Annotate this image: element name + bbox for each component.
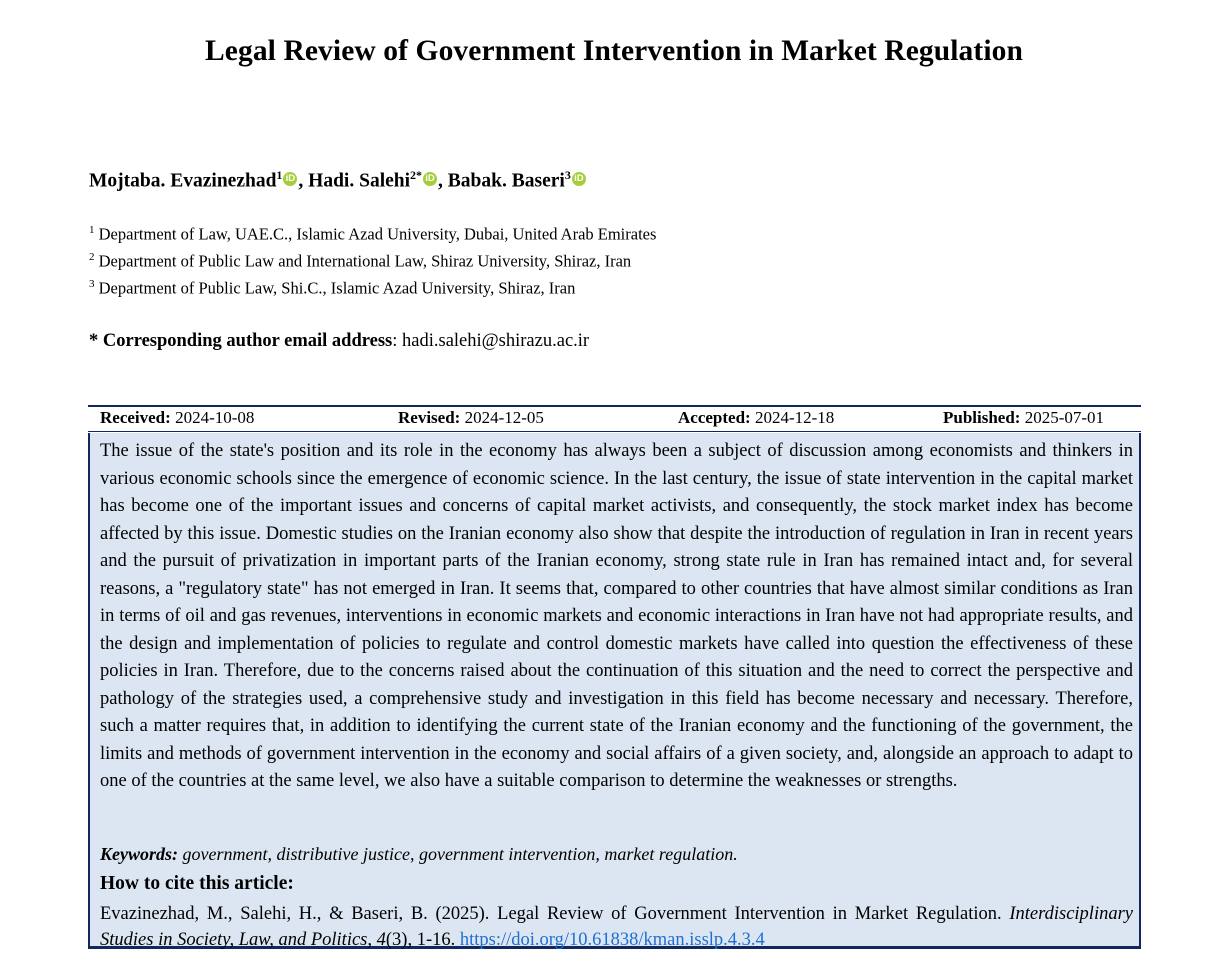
- affiliation-item: [89, 246, 656, 273]
- affiliation-item: [89, 273, 656, 300]
- orcid-icon[interactable]: [423, 172, 437, 186]
- orcid-icon[interactable]: [572, 172, 586, 186]
- keywords: [100, 844, 1133, 865]
- author-3-name: Babak. Baseri: [447, 170, 565, 192]
- date-published-value: 2025-07-01: [1020, 408, 1105, 427]
- date-revised-label: Revised:: [398, 408, 461, 427]
- author-1-name: Mojtaba. Evazinezhad: [89, 170, 277, 192]
- date-accepted-value: 2024-12-18: [750, 408, 835, 427]
- affiliation-text: Department of Public Law and International Law, Shiraz University, Shiraz, Iran: [94, 251, 632, 271]
- date-revised-value: 2024-12-05: [460, 408, 544, 427]
- affiliation-list: [89, 219, 656, 300]
- citation-doi-link[interactable]: https://doi.org/10.61838/kman.isslp.4.3.4: [459, 930, 765, 950]
- date-accepted-label: Accepted:: [678, 408, 751, 427]
- affiliation-text: Department of Public Law, Shi.C., Islamic Azad University, Shiraz, Iran: [94, 278, 576, 298]
- author-3-affiliation-marker: 3: [564, 168, 571, 182]
- how-to-cite-heading: How to cite this article:: [100, 873, 294, 894]
- citation-part-1: Evazinezhad, M., Salehi, H., & Baseri, B. (2025). Legal Review of Government Intervention in Market Regulation.: [100, 904, 1010, 924]
- date-received-label: Received:: [100, 408, 171, 427]
- date-published: [943, 408, 1104, 428]
- corresponding-author-email[interactable]: : hadi.salehi@shirazu.ac.ir: [392, 331, 590, 351]
- keywords-label: Keywords:: [100, 844, 178, 864]
- affiliation-marker: 2: [89, 251, 95, 263]
- author-2-affiliation-marker: 2*: [410, 168, 423, 182]
- abstract-box: [88, 433, 1141, 949]
- publication-dates: [88, 408, 1141, 430]
- author-list: [89, 168, 587, 193]
- divider-top: [88, 405, 1141, 407]
- orcid-icon[interactable]: [283, 172, 297, 186]
- author-separator-1: ,: [298, 170, 309, 192]
- author-1-affiliation-marker: 1: [276, 168, 283, 182]
- date-received: [100, 408, 254, 428]
- divider-mid: [88, 431, 1141, 432]
- date-published-label: Published:: [943, 408, 1021, 427]
- citation-part-2: (3), 1-16.: [385, 930, 460, 950]
- author-separator-2: ,: [438, 170, 448, 192]
- affiliation-item: [89, 219, 656, 246]
- citation-journal: Interdisciplinary Studies in Society, Law, and Politics, 4: [100, 904, 1133, 950]
- corresponding-author: [89, 331, 589, 352]
- citation-text: [100, 901, 1133, 953]
- affiliation-marker: 1: [89, 224, 95, 236]
- date-revised: [398, 408, 544, 428]
- corresponding-author-label: * Corresponding author email address: [89, 331, 393, 351]
- author-2-name: Hadi. Salehi: [308, 170, 411, 192]
- abstract-text: The issue of the state's position and its role in the economy has always been a subject of discussion among economists and thinkers in various economic schools since the emergence of economic science. In the last century, the issue of state intervention in the capital market has become one of the important issues and concerns of capital market activists, and consequently, the stock market index has become affected by this issue. Domestic studies on the Iranian economy also show that despite the introduction of regulation in Iran in recent years and the pursuit of privatization in important parts of the Iranian economy, strong state rule in Iran has remained intact and, for several reasons, a "regulatory state" has not emerged in Iran. It seems that, compared to other countries that have almost similar conditions as Iran in terms of oil and gas revenues, interventions in economic markets and economic interactions in Iran have not had appropriate results, and the design and implementation of policies to regulate and control domestic markets have called into question the effectiveness of these policies in Iran. Therefore, due to the concerns raised about the continuation of this situation and the need to correct the perspective and pathology of the strategies used, a comprehensive study and investigation in this field has become necessary and necessary. Therefore, such a matter requires that, in addition to identifying the current state of the Iranian economy and the functioning of the government, the limits and methods of government intervention in the economy and social affairs of a given society, and, alongside an approach to adapt to one of the countries at the same level, we also have a suitable comparison to determine the weaknesses or strengths.: [100, 441, 1133, 791]
- affiliation-marker: 3: [89, 278, 95, 290]
- date-accepted: [678, 408, 834, 428]
- keywords-value: government, distributive justice, government intervention, market regulation.: [178, 844, 738, 864]
- page-title: Legal Review of Government Intervention in Market Regulation: [205, 35, 1023, 67]
- affiliation-text: Department of Law, UAE.C., Islamic Azad University, Dubai, United Arab Emirates: [94, 224, 657, 244]
- date-received-value: 2024-10-08: [170, 408, 255, 427]
